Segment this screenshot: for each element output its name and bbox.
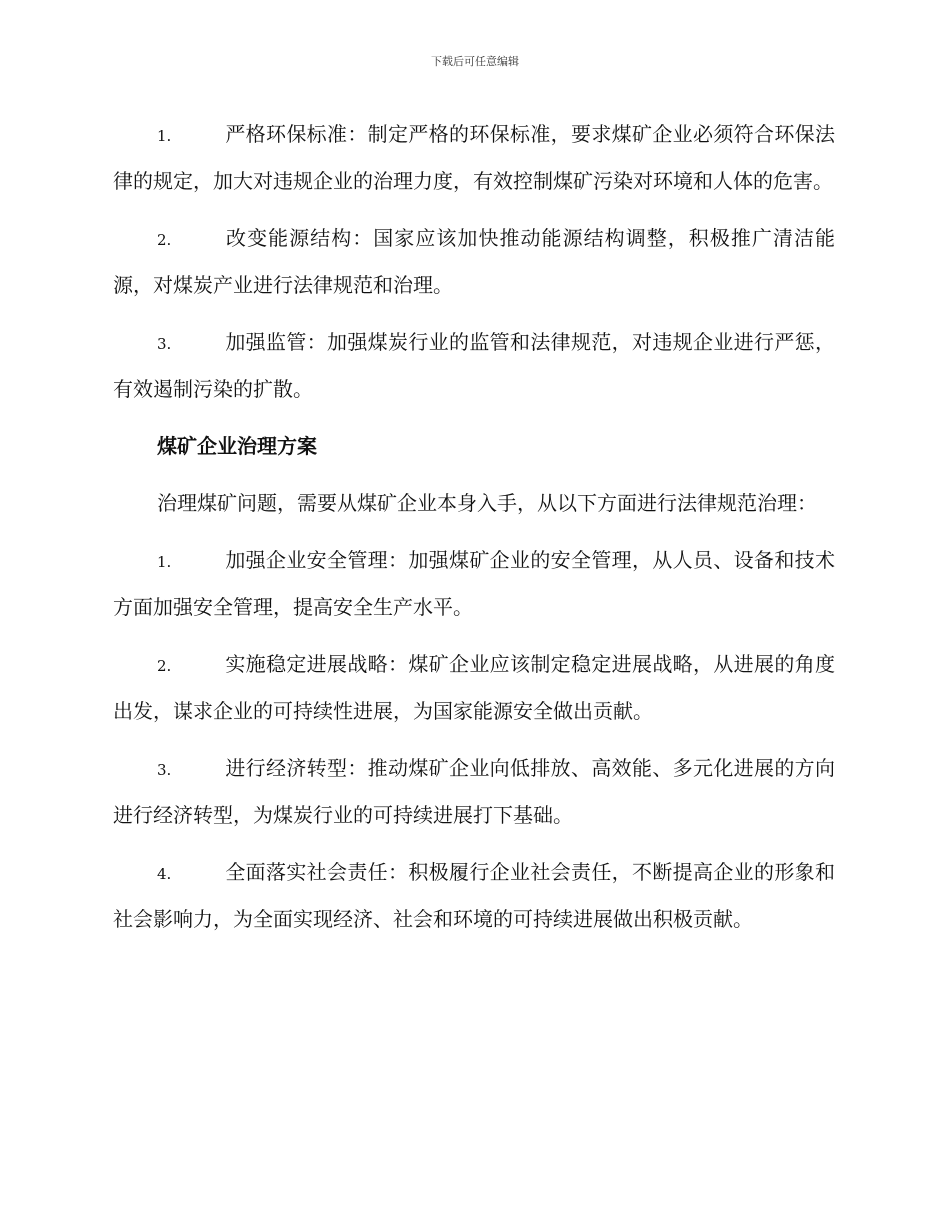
document-body [113, 112, 835, 954]
list-text: 改变能源结构：国家应该加快推动能源结构调整，积极推广清洁能源，对煤炭产业进行法律规范和治理。 [113, 226, 835, 297]
list-text: 加强企业安全管理：加强煤矿企业的安全管理，从人员、设备和技术方面加强安全管理，提高安全生产水平。 [113, 548, 835, 619]
intro-paragraph: 治理煤矿问题，需要从煤矿企业本身入手，从以下方面进行法律规范治理： [157, 491, 817, 515]
list-text: 加强监管：加强煤炭行业的监管和法律规范，对违规企业进行严惩，有效遏制污染的扩散。 [113, 330, 835, 401]
list-item [113, 538, 835, 630]
list-text: 全面落实社会责任：积极履行企业社会责任，不断提高企业的形象和社会影响力，为全面实现经济、社会和环境的可持续进展做出积极贡献。 [113, 860, 835, 931]
list-number: 3. [157, 335, 172, 353]
list-number: 2. [157, 657, 172, 675]
list-item [113, 112, 835, 204]
list-number: 1. [157, 127, 172, 145]
list-number: 1. [157, 553, 172, 571]
list-number: 2. [157, 231, 172, 249]
section-heading: 煤矿企业治理方案 [157, 434, 317, 458]
list-number: 4. [157, 865, 172, 883]
list-number: 3. [157, 761, 172, 779]
list-text: 严格环保标准：制定严格的环保标准，要求煤矿企业必须符合环保法律的规定，加大对违规企业的治理力度，有效控制煤矿污染对环境和人体的危害。 [113, 122, 835, 193]
list-item [113, 746, 835, 838]
list-item [113, 642, 835, 734]
list-text: 实施稳定进展战略：煤矿企业应该制定稳定进展战略，从进展的角度出发，谋求企业的可持续性进展，为国家能源安全做出贡献。 [113, 652, 835, 723]
list-item [113, 216, 835, 308]
list-item [113, 850, 835, 942]
header-note: 下载后可任意编辑 [431, 55, 519, 68]
list-text: 进行经济转型：推动煤矿企业向低排放、高效能、多元化进展的方向进行经济转型，为煤炭行业的可持续进展打下基础。 [113, 756, 835, 827]
list-item [113, 320, 835, 412]
